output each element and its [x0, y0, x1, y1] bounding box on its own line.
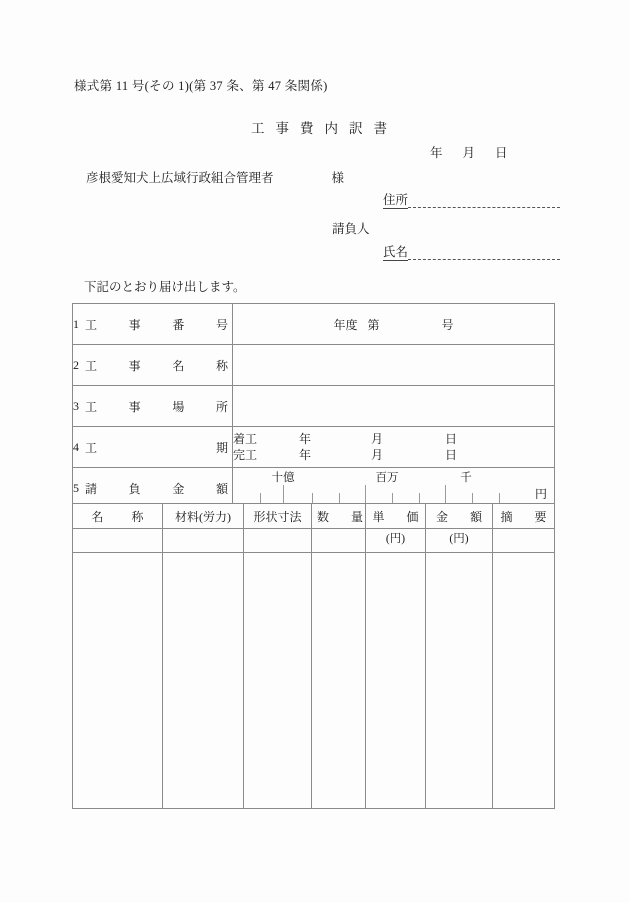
date-year-label: 年 — [430, 146, 463, 160]
number-prefix-label: 第 — [367, 317, 380, 332]
addressee-honorific: 様 — [331, 171, 345, 185]
column-header-quantity: 数 量 — [312, 504, 366, 529]
table-row — [73, 304, 555, 345]
amount-unit-label: 千 — [460, 472, 472, 484]
value-project-term[interactable] — [233, 427, 555, 468]
term-day-label: 日 — [445, 432, 458, 446]
value-project-number[interactable] — [233, 304, 555, 345]
unit-cell-amount: (円) — [426, 529, 493, 553]
label-char: 請 — [85, 481, 98, 496]
cell-unit-price[interactable] — [366, 553, 426, 809]
column-header-dimensions: 形状寸法 — [244, 504, 312, 529]
address-label: 住所 — [383, 193, 409, 207]
page-title: 工事費内訳書 — [251, 121, 398, 136]
label-char: 場 — [172, 399, 185, 414]
label-char: 期 — [215, 440, 228, 455]
number-suffix-label: 号 — [441, 317, 454, 332]
column-header-unit-price: 単 価 — [366, 504, 426, 529]
unit-cell-material — [163, 529, 244, 553]
term-start-row — [233, 431, 554, 447]
value-project-location[interactable] — [233, 386, 555, 427]
label-char: 事 — [128, 358, 141, 373]
row-number: 5 — [73, 480, 79, 495]
label-char: 負 — [128, 481, 141, 496]
amount-unit-labels — [233, 469, 554, 486]
table-row — [73, 386, 555, 427]
term-day-label: 日 — [445, 448, 458, 462]
label-char: 工 — [85, 317, 98, 332]
row-label-project-name — [73, 345, 233, 386]
cost-breakdown-table — [72, 503, 555, 809]
cell-material[interactable] — [163, 553, 244, 809]
term-end-row — [233, 447, 554, 463]
name-label: 氏名 — [383, 245, 409, 259]
column-header-name: 名 称 — [73, 504, 163, 529]
label-char: 金 — [172, 481, 185, 496]
value-project-name[interactable] — [233, 345, 555, 386]
label-char: 事 — [128, 399, 141, 414]
unit-cell-name — [73, 529, 163, 553]
unit-cell-unit-price: (円) — [366, 529, 426, 553]
cell-remarks[interactable] — [493, 553, 555, 809]
amount-unit-label: 百万 — [375, 472, 399, 484]
amount-yen-label: 円 — [534, 487, 547, 501]
term-start-label: 着工 — [233, 432, 258, 446]
label-char: 称 — [215, 358, 228, 373]
label-char: 号 — [215, 317, 228, 332]
label-char: 名 — [172, 358, 185, 373]
table-header-row — [73, 504, 555, 529]
address-writing-line[interactable] — [408, 206, 560, 208]
address-field[interactable] — [383, 193, 560, 209]
addressee-name: 彦根愛知犬上広域行政組合管理者 — [86, 171, 274, 185]
table-row — [73, 427, 555, 468]
label-char: 工 — [85, 399, 98, 414]
row-number: 1 — [73, 316, 79, 331]
form-code: 様式第 11 号(その 1)(第 37 条、第 47 条関係) — [74, 79, 328, 93]
cell-dimensions[interactable] — [244, 553, 312, 809]
label-char: 事 — [128, 317, 141, 332]
row-number: 3 — [73, 398, 79, 413]
date-day-label: 日 — [495, 146, 528, 160]
fiscal-year-label: 年度 — [333, 317, 358, 332]
project-info-table — [72, 303, 555, 509]
unit-cell-remarks — [493, 529, 555, 553]
term-month-label: 月 — [371, 432, 384, 446]
date-month-label: 月 — [462, 146, 496, 160]
column-header-remarks: 摘 要 — [493, 504, 555, 529]
table-row — [73, 345, 555, 386]
term-month-label: 月 — [371, 448, 384, 462]
label-char: 番 — [172, 317, 185, 332]
cell-amount[interactable] — [426, 553, 493, 809]
term-end-label: 完工 — [233, 448, 258, 462]
cell-name[interactable] — [73, 553, 163, 809]
row-number: 2 — [73, 357, 79, 372]
notice-text: 下記のとおり届け出します。 — [84, 280, 246, 294]
label-char: 工 — [85, 440, 98, 455]
term-year-label: 年 — [299, 432, 312, 446]
row-label-project-number — [73, 304, 233, 345]
label-char: 額 — [215, 481, 228, 496]
table-unit-row — [73, 529, 555, 553]
issue-date-line — [430, 143, 528, 161]
column-header-material: 材料(労力) — [163, 504, 244, 529]
row-label-project-term — [73, 427, 233, 468]
label-char: 工 — [85, 358, 98, 373]
row-label-project-location — [73, 386, 233, 427]
label-char: 所 — [215, 399, 228, 414]
name-writing-line[interactable] — [408, 258, 560, 260]
row-number: 4 — [73, 439, 79, 454]
name-field[interactable] — [383, 245, 560, 261]
cell-quantity[interactable] — [312, 553, 366, 809]
column-header-amount: 金 額 — [426, 504, 493, 529]
contractor-label: 請負人 — [332, 222, 370, 236]
unit-cell-dimensions — [244, 529, 312, 553]
term-year-label: 年 — [299, 448, 312, 462]
table-row — [73, 553, 555, 809]
addressee — [86, 168, 344, 186]
unit-cell-quantity — [312, 529, 366, 553]
amount-unit-label: 十億 — [271, 472, 295, 484]
